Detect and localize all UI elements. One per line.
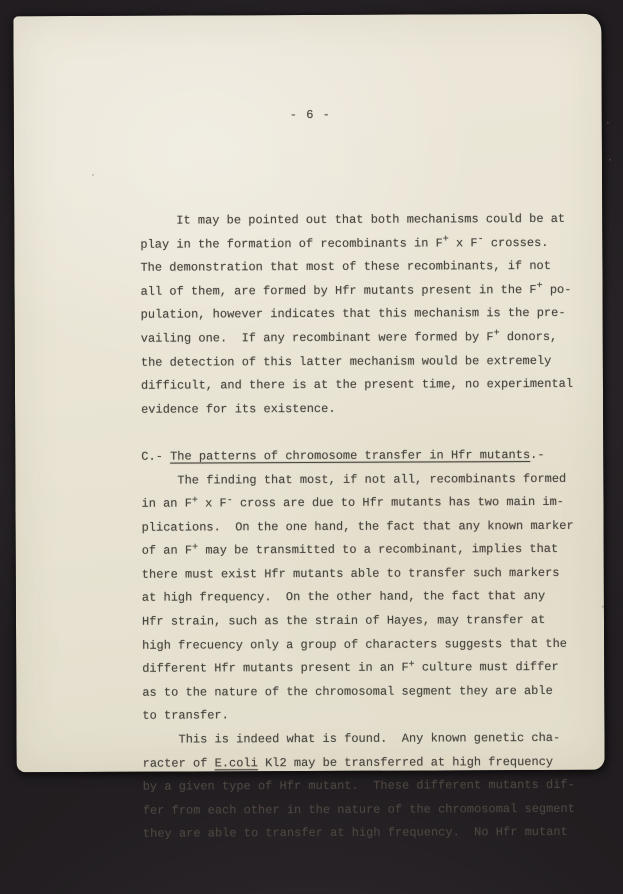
superscript-segment: +	[493, 328, 500, 340]
text-segment: difficult, and there is at the present time, no experimental	[140, 376, 574, 393]
text-line	[141, 467, 597, 493]
section-heading	[141, 444, 597, 470]
text-segment: po-	[542, 282, 572, 297]
text-line	[142, 538, 598, 564]
superscript-segment: -	[477, 234, 484, 246]
text-segment: C.-	[141, 449, 171, 464]
text-segment: evidence for its existence.	[141, 401, 336, 417]
text-line	[141, 373, 597, 399]
text-segment: vailing one. If any recombinant were formed by F	[140, 330, 494, 346]
text-line	[143, 774, 599, 800]
superscript-segment: -	[226, 494, 233, 506]
typewritten-content	[140, 56, 600, 894]
text-segment: play in the formation of recombinants in F	[140, 235, 443, 252]
text-segment: as to the nature of the chromosomal segment they are able	[142, 683, 553, 700]
text-line	[141, 278, 597, 304]
paragraph-3	[142, 727, 599, 847]
text-line	[142, 609, 598, 635]
text-segment: by a given type of Hfr mutant. These different mutants dif-	[142, 778, 575, 794]
text-segment: plications. On the one hand, the fact that any known marker	[141, 518, 574, 535]
text-line	[142, 562, 598, 588]
superscript-segment: +	[191, 495, 198, 507]
text-line	[142, 656, 598, 682]
text-line	[141, 302, 597, 328]
text-line	[141, 326, 597, 352]
text-segment: Kl2 may be transferred at high frequency	[257, 754, 554, 770]
text-line	[142, 585, 598, 611]
text-line	[142, 727, 598, 753]
text-segment: they are able to transfer at high frequency. No Hfr mutant	[142, 825, 568, 842]
text-body	[140, 208, 599, 847]
text-line	[140, 208, 596, 234]
text-segment: high frecuency only a group of characters suggests that the	[142, 636, 568, 653]
text-segment: different Hfr mutants present in an F	[142, 660, 409, 676]
text-line	[143, 750, 599, 776]
text-segment: cross are due to Hfr mutants has two main im-	[232, 494, 565, 511]
text-segment: all of them, are formed by Hfr mutants present in the F	[140, 282, 537, 299]
text-segment: x F	[197, 496, 227, 511]
text-line	[141, 396, 597, 422]
text-segment: in an F	[141, 496, 192, 511]
text-line	[142, 680, 598, 706]
text-line	[143, 821, 599, 847]
superscript-segment: +	[442, 234, 449, 246]
text-line	[141, 491, 597, 517]
superscript-segment: +	[192, 542, 199, 554]
text-segment: at high frequency. On the other hand, the fact that any	[141, 589, 546, 606]
text-segment: culture must differ	[414, 660, 559, 675]
text-segment: the detection of this latter mechanism would be extremely	[140, 353, 552, 370]
text-segment: Hfr strain, such as the strain of Hayes, may transfer at	[141, 613, 546, 629]
paper-speck	[602, 606, 604, 608]
text-line	[142, 703, 598, 729]
text-segment: to transfer.	[142, 708, 229, 724]
text-segment: donors,	[499, 329, 558, 345]
text-segment: there must exist Hfr mutants able to transfer such markers	[141, 565, 560, 582]
underlined-segment: E.coli	[214, 755, 258, 771]
text-line	[142, 514, 598, 540]
paragraph-1	[140, 208, 597, 422]
text-segment: of an F	[141, 543, 193, 559]
text-segment: fer from each other in the nature of the chromosomal segment	[142, 801, 575, 818]
superscript-segment: +	[408, 659, 415, 671]
text-segment: .-	[530, 447, 545, 462]
manuscript-page	[13, 14, 604, 842]
text-line	[142, 632, 598, 658]
underlined-segment: The patterns of chromosome transfer in Hfr mutants	[170, 447, 531, 464]
text-segment: racter of	[142, 756, 215, 771]
text-line	[140, 255, 596, 281]
text-segment: may be transmitted to a recombinant, implies that	[198, 542, 559, 558]
text-segment: The demonstration that most of these recombinants, if not	[140, 259, 551, 275]
text-segment: The finding that most, if not all, recombinants formed	[141, 471, 567, 488]
text-segment: pulation, however indicates that this mechanism is the pre-	[140, 306, 566, 323]
text-line	[143, 798, 599, 824]
paper-speck	[607, 122, 609, 124]
text-segment: crosses.	[483, 235, 549, 250]
superscript-segment: +	[536, 281, 543, 293]
paper-speck	[92, 174, 94, 176]
text-line	[141, 349, 597, 375]
text-segment: It may be pointed out that both mechanisms could be at	[140, 211, 566, 228]
page-number: - 6 -	[289, 108, 331, 123]
text-line	[140, 231, 596, 257]
text-line	[141, 444, 597, 470]
paper-speck	[609, 159, 611, 161]
paragraph-2	[141, 467, 598, 729]
text-segment: x F	[448, 235, 478, 250]
text-segment: This is indeed what is found. Any known genetic cha-	[142, 730, 561, 747]
